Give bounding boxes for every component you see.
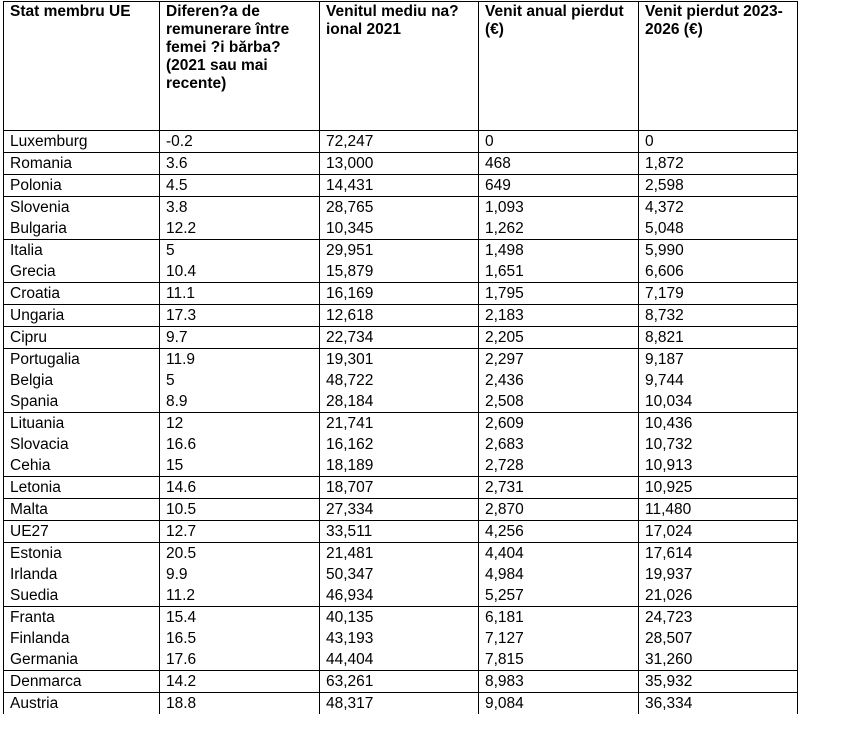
header-member-state: Stat membru UE	[4, 2, 160, 131]
cell-pay-gap: 3.8	[160, 197, 320, 219]
cell-pay-gap: -0.2	[160, 131, 320, 153]
cell-average-income: 15,879	[320, 261, 479, 283]
header-annual-lost-income: Venit anual pierdut (€)	[479, 2, 639, 131]
cell-annual-lost-income: 7,815	[479, 649, 639, 671]
cell-member-state: Cipru	[4, 327, 160, 349]
cell-lost-income-2023-2026: 0	[639, 131, 798, 153]
cell-member-state: Polonia	[4, 175, 160, 197]
cell-member-state: Cehia	[4, 455, 160, 477]
cell-average-income: 16,169	[320, 283, 479, 305]
cell-lost-income-2023-2026: 10,913	[639, 455, 798, 477]
table-row	[4, 413, 798, 435]
cell-pay-gap: 12.2	[160, 218, 320, 240]
cell-member-state: Malta	[4, 499, 160, 521]
cell-annual-lost-income: 1,651	[479, 261, 639, 283]
cell-pay-gap: 16.5	[160, 628, 320, 649]
cell-pay-gap: 12.7	[160, 521, 320, 543]
table-row	[4, 585, 798, 607]
cell-average-income: 44,404	[320, 649, 479, 671]
cell-lost-income-2023-2026: 17,614	[639, 543, 798, 565]
cell-member-state: Italia	[4, 240, 160, 262]
cell-member-state: UE27	[4, 521, 160, 543]
cell-average-income: 27,334	[320, 499, 479, 521]
cell-average-income: 16,162	[320, 434, 479, 455]
cell-annual-lost-income: 2,728	[479, 455, 639, 477]
cell-average-income: 72,247	[320, 131, 479, 153]
cell-annual-lost-income: 2,683	[479, 434, 639, 455]
cell-member-state: Lituania	[4, 413, 160, 435]
cell-annual-lost-income: 8,983	[479, 671, 639, 693]
cell-pay-gap: 3.6	[160, 153, 320, 175]
cell-member-state: Ungaria	[4, 305, 160, 327]
table-row	[4, 349, 798, 371]
cell-average-income: 21,481	[320, 543, 479, 565]
cell-annual-lost-income: 468	[479, 153, 639, 175]
cell-annual-lost-income: 2,297	[479, 349, 639, 371]
cell-lost-income-2023-2026: 35,932	[639, 671, 798, 693]
cell-annual-lost-income: 649	[479, 175, 639, 197]
table-row	[4, 649, 798, 671]
cell-pay-gap: 16.6	[160, 434, 320, 455]
cell-average-income: 48,317	[320, 693, 479, 715]
table-row	[4, 305, 798, 327]
cell-lost-income-2023-2026: 24,723	[639, 607, 798, 629]
cell-pay-gap: 20.5	[160, 543, 320, 565]
cell-annual-lost-income: 1,795	[479, 283, 639, 305]
cell-pay-gap: 5	[160, 370, 320, 391]
cell-average-income: 40,135	[320, 607, 479, 629]
cell-lost-income-2023-2026: 36,334	[639, 693, 798, 715]
cell-lost-income-2023-2026: 2,598	[639, 175, 798, 197]
table-row	[4, 261, 798, 283]
cell-annual-lost-income: 2,609	[479, 413, 639, 435]
cell-pay-gap: 8.9	[160, 391, 320, 413]
cell-lost-income-2023-2026: 5,048	[639, 218, 798, 240]
cell-member-state: Austria	[4, 693, 160, 715]
cell-member-state: Romania	[4, 153, 160, 175]
cell-pay-gap: 4.5	[160, 175, 320, 197]
cell-pay-gap: 11.9	[160, 349, 320, 371]
cell-average-income: 18,189	[320, 455, 479, 477]
cell-lost-income-2023-2026: 1,872	[639, 153, 798, 175]
cell-lost-income-2023-2026: 11,480	[639, 499, 798, 521]
cell-average-income: 10,345	[320, 218, 479, 240]
cell-annual-lost-income: 7,127	[479, 628, 639, 649]
cell-member-state: Estonia	[4, 543, 160, 565]
cell-annual-lost-income: 2,205	[479, 327, 639, 349]
table-row	[4, 693, 798, 715]
cell-lost-income-2023-2026: 31,260	[639, 649, 798, 671]
cell-member-state: Grecia	[4, 261, 160, 283]
table-row	[4, 153, 798, 175]
cell-average-income: 14,431	[320, 175, 479, 197]
cell-pay-gap: 17.3	[160, 305, 320, 327]
cell-average-income: 18,707	[320, 477, 479, 499]
table-row	[4, 283, 798, 305]
table-row	[4, 391, 798, 413]
header-average-income: Venitul mediu na?ional 2021	[320, 2, 479, 131]
table-row	[4, 434, 798, 455]
cell-member-state: Finlanda	[4, 628, 160, 649]
cell-average-income: 50,347	[320, 564, 479, 585]
cell-member-state: Bulgaria	[4, 218, 160, 240]
table-row	[4, 197, 798, 219]
cell-lost-income-2023-2026: 5,990	[639, 240, 798, 262]
cell-pay-gap: 14.6	[160, 477, 320, 499]
cell-annual-lost-income: 0	[479, 131, 639, 153]
cell-lost-income-2023-2026: 9,187	[639, 349, 798, 371]
wage-gap-table	[3, 1, 798, 714]
cell-member-state: Slovenia	[4, 197, 160, 219]
cell-lost-income-2023-2026: 17,024	[639, 521, 798, 543]
cell-pay-gap: 5	[160, 240, 320, 262]
table-row	[4, 218, 798, 240]
cell-lost-income-2023-2026: 28,507	[639, 628, 798, 649]
cell-pay-gap: 14.2	[160, 671, 320, 693]
cell-lost-income-2023-2026: 10,732	[639, 434, 798, 455]
cell-member-state: Franta	[4, 607, 160, 629]
cell-annual-lost-income: 1,262	[479, 218, 639, 240]
cell-annual-lost-income: 2,508	[479, 391, 639, 413]
cell-member-state: Slovacia	[4, 434, 160, 455]
cell-member-state: Irlanda	[4, 564, 160, 585]
cell-member-state: Denmarca	[4, 671, 160, 693]
cell-average-income: 46,934	[320, 585, 479, 607]
cell-lost-income-2023-2026: 10,034	[639, 391, 798, 413]
cell-average-income: 29,951	[320, 240, 479, 262]
cell-pay-gap: 10.4	[160, 261, 320, 283]
table-row	[4, 499, 798, 521]
header-pay-gap: Diferen?a de remunerare între femei ?i bărba? (2021 sau mai recente)	[160, 2, 320, 131]
table-row	[4, 131, 798, 153]
cell-annual-lost-income: 9,084	[479, 693, 639, 715]
cell-pay-gap: 15.4	[160, 607, 320, 629]
cell-lost-income-2023-2026: 7,179	[639, 283, 798, 305]
cell-member-state: Letonia	[4, 477, 160, 499]
cell-annual-lost-income: 2,436	[479, 370, 639, 391]
cell-pay-gap: 9.9	[160, 564, 320, 585]
cell-average-income: 48,722	[320, 370, 479, 391]
cell-average-income: 33,511	[320, 521, 479, 543]
cell-annual-lost-income: 6,181	[479, 607, 639, 629]
cell-average-income: 12,618	[320, 305, 479, 327]
table-body	[4, 131, 798, 715]
cell-pay-gap: 11.2	[160, 585, 320, 607]
cell-pay-gap: 10.5	[160, 499, 320, 521]
cell-pay-gap: 11.1	[160, 283, 320, 305]
cell-annual-lost-income: 4,256	[479, 521, 639, 543]
table-row	[4, 607, 798, 629]
table-row	[4, 671, 798, 693]
cell-annual-lost-income: 5,257	[479, 585, 639, 607]
table-row	[4, 543, 798, 565]
cell-average-income: 28,184	[320, 391, 479, 413]
cell-average-income: 21,741	[320, 413, 479, 435]
table-row	[4, 175, 798, 197]
cell-annual-lost-income: 2,731	[479, 477, 639, 499]
cell-lost-income-2023-2026: 9,744	[639, 370, 798, 391]
cell-average-income: 13,000	[320, 153, 479, 175]
cell-lost-income-2023-2026: 8,732	[639, 305, 798, 327]
cell-member-state: Belgia	[4, 370, 160, 391]
table-row	[4, 628, 798, 649]
table-row	[4, 370, 798, 391]
cell-average-income: 43,193	[320, 628, 479, 649]
cell-member-state: Croatia	[4, 283, 160, 305]
cell-pay-gap: 12	[160, 413, 320, 435]
cell-member-state: Germania	[4, 649, 160, 671]
cell-pay-gap: 15	[160, 455, 320, 477]
cell-lost-income-2023-2026: 10,436	[639, 413, 798, 435]
cell-member-state: Suedia	[4, 585, 160, 607]
cell-lost-income-2023-2026: 10,925	[639, 477, 798, 499]
cell-pay-gap: 17.6	[160, 649, 320, 671]
header-lost-income-2023-2026: Venit pierdut 2023-2026 (€)	[639, 2, 798, 131]
cell-lost-income-2023-2026: 21,026	[639, 585, 798, 607]
table-row	[4, 521, 798, 543]
cell-member-state: Luxemburg	[4, 131, 160, 153]
cell-annual-lost-income: 1,093	[479, 197, 639, 219]
cell-annual-lost-income: 4,404	[479, 543, 639, 565]
cell-member-state: Portugalia	[4, 349, 160, 371]
cell-annual-lost-income: 2,870	[479, 499, 639, 521]
cell-annual-lost-income: 2,183	[479, 305, 639, 327]
cell-average-income: 28,765	[320, 197, 479, 219]
table-row	[4, 240, 798, 262]
cell-lost-income-2023-2026: 4,372	[639, 197, 798, 219]
cell-average-income: 22,734	[320, 327, 479, 349]
cell-lost-income-2023-2026: 19,937	[639, 564, 798, 585]
table-row	[4, 455, 798, 477]
cell-lost-income-2023-2026: 6,606	[639, 261, 798, 283]
cell-average-income: 19,301	[320, 349, 479, 371]
cell-average-income: 63,261	[320, 671, 479, 693]
table-row	[4, 564, 798, 585]
cell-annual-lost-income: 4,984	[479, 564, 639, 585]
table-row	[4, 327, 798, 349]
cell-lost-income-2023-2026: 8,821	[639, 327, 798, 349]
cell-annual-lost-income: 1,498	[479, 240, 639, 262]
cell-member-state: Spania	[4, 391, 160, 413]
cell-pay-gap: 18.8	[160, 693, 320, 715]
cell-pay-gap: 9.7	[160, 327, 320, 349]
table-row	[4, 477, 798, 499]
header-row	[4, 2, 798, 131]
